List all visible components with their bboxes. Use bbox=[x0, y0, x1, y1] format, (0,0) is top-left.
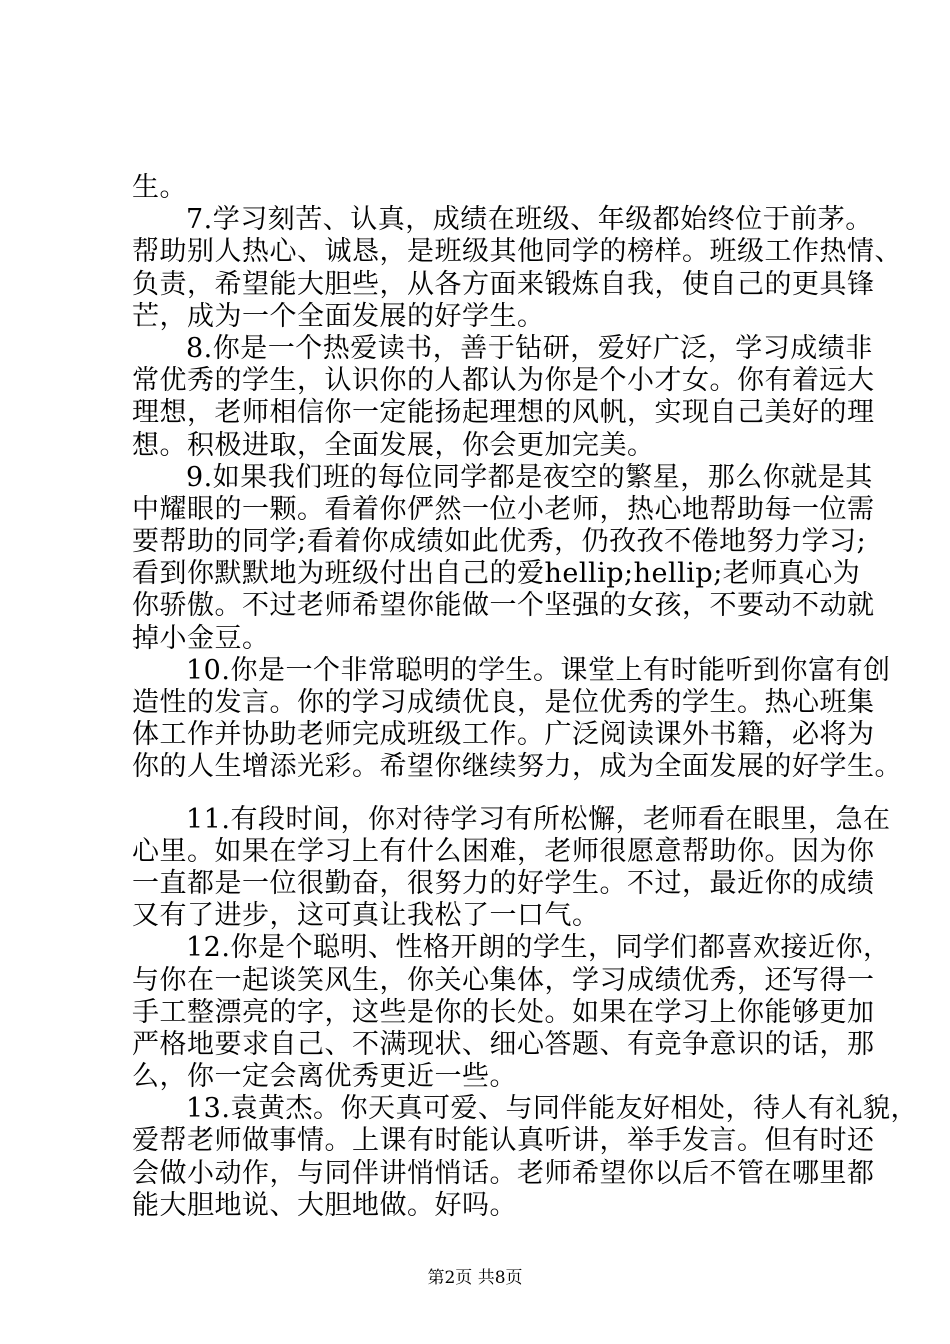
text-line: 负责，希望能大胆些，从各方面来锻炼自我，使自己的更具锋 bbox=[132, 268, 875, 300]
paragraph bbox=[132, 1093, 918, 1222]
text-line: 要帮助的同学;看着你成绩如此优秀，仍孜孜不倦地努力学习; bbox=[132, 526, 867, 558]
text-line: 你骄傲。不过老师希望你能做一个坚强的女孩，不要动不动就 bbox=[132, 590, 875, 622]
text-line: 7.学习刻苦、认真，成绩在班级、年级都始终位于前茅。 bbox=[186, 204, 873, 236]
document-body bbox=[132, 172, 918, 1222]
text-line: 看到你默默地为班级付出自己的爱hellip;hellip;老师真心为 bbox=[132, 558, 861, 590]
text-line: 常优秀的学生，认识你的人都认为你是个小才女。你有着远大 bbox=[132, 365, 875, 397]
paragraph bbox=[132, 332, 875, 462]
text-line: 10.你是一个非常聪明的学生。课堂上有时能听到你富有创 bbox=[186, 654, 891, 686]
paragraph bbox=[132, 461, 875, 655]
text-line: 掉小金豆。 bbox=[132, 622, 270, 654]
text-line: 么，你一定会离优秀更近一些。 bbox=[132, 1061, 517, 1093]
text-line: 9.如果我们班的每位同学都是夜空的繁星，那么你就是其 bbox=[186, 461, 873, 493]
text-line: 爱帮老师做事情。上课有时能认真听讲，举手发言。但有时还 bbox=[132, 1125, 875, 1157]
text-line: 中耀眼的一颗。看着你俨然一位小老师，热心地帮助每一位需 bbox=[132, 493, 875, 525]
paragraph bbox=[132, 932, 891, 1093]
paragraph-gap bbox=[132, 784, 852, 804]
text-line: 13.袁黄杰。你天真可爱、与同伴能友好相处，待人有礼貌， bbox=[186, 1093, 918, 1125]
text-line: 8.你是一个热爱读书，善于钻研，爱好广泛，学习成绩非 bbox=[186, 332, 873, 364]
paragraph bbox=[132, 803, 891, 933]
text-line: 想。积极进取，全面发展，你会更加完美。 bbox=[132, 429, 655, 461]
text-line: 理想，老师相信你一定能扬起理想的风帆，实现自己美好的理 bbox=[132, 397, 875, 429]
text-line: 一直都是一位很勤奋，很努力的好学生。不过，最近你的成绩 bbox=[132, 867, 875, 899]
paragraph bbox=[132, 204, 902, 333]
text-line: 与你在一起谈笑风生，你关心集体，学习成绩优秀，还写得一 bbox=[132, 964, 875, 996]
text-line: 体工作并协助老师完成班级工作。广泛阅读课外书籍，必将为 bbox=[132, 719, 875, 751]
page-number-label: 第2页 共8页 bbox=[427, 1268, 523, 1288]
text-line: 又有了进步，这可真让我松了一口气。 bbox=[132, 900, 600, 932]
text-line: 生。 bbox=[132, 172, 187, 203]
text-line: 手工整漂亮的字，这些是你的长处。如果在学习上你能够更加 bbox=[132, 996, 875, 1028]
text-line: 帮助别人热心、诚恳，是班级其他同学的榜样。班级工作热情、 bbox=[132, 236, 902, 268]
text-line: 能大胆地说、大胆地做。好吗。 bbox=[132, 1189, 517, 1221]
text-line: 11.有段时间，你对待学习有所松懈，老师看在眼里，急在 bbox=[186, 803, 891, 835]
text-line: 12.你是个聪明、性格开朗的学生，同学们都喜欢接近你， bbox=[186, 932, 891, 964]
text-line: 会做小动作，与同伴讲悄悄话。老师希望你以后不管在哪里都 bbox=[132, 1157, 875, 1189]
text-line: 造性的发言。你的学习成绩优良，是位优秀的学生。热心班集 bbox=[132, 687, 875, 718]
paragraph bbox=[132, 654, 902, 784]
text-line: 芒，成为一个全面发展的好学生。 bbox=[132, 300, 545, 332]
page-footer bbox=[0, 1268, 950, 1288]
paragraph bbox=[132, 172, 852, 204]
text-line: 你的人生增添光彩。希望你继续努力，成为全面发展的好学生。 bbox=[132, 751, 902, 783]
text-line: 严格地要求自己、不满现状、细心答题、有竞争意识的话，那 bbox=[132, 1028, 875, 1060]
text-line: 心里。如果在学习上有什么困难，老师很愿意帮助你。因为你 bbox=[132, 835, 875, 867]
